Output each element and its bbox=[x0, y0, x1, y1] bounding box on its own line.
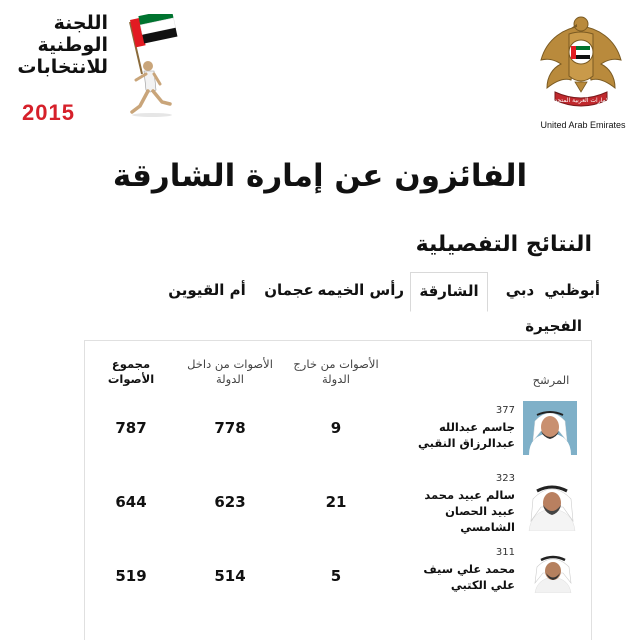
table-row bbox=[85, 399, 593, 469]
emblem-scroll-text: الإمارات العربية المتحدة bbox=[551, 97, 611, 104]
total-votes-value: 787 bbox=[115, 419, 147, 437]
votes-outside-value: 5 bbox=[330, 567, 342, 585]
results-table bbox=[84, 340, 592, 640]
candidate-number: 311 bbox=[495, 547, 515, 558]
votes-outside-value: 21 bbox=[325, 493, 347, 511]
candidate-photo bbox=[525, 477, 579, 531]
candidate-photo bbox=[523, 401, 577, 455]
header-candidate: المرشح bbox=[532, 373, 570, 387]
header-votes-inside: الأصوات من داخل الدولة bbox=[187, 357, 273, 386]
committee-logo-text bbox=[18, 12, 108, 78]
tab-sharjah[interactable]: الشارقة bbox=[410, 272, 488, 312]
candidate-photo bbox=[531, 549, 575, 593]
runner-with-flag-icon bbox=[110, 14, 180, 119]
uae-emblem-logo bbox=[535, 8, 627, 138]
logo-line-2: الوطنية bbox=[37, 34, 108, 56]
election-committee-logo bbox=[17, 12, 178, 125]
tab-abu-dhabi[interactable]: أبوظبي bbox=[544, 281, 600, 299]
tab-ras-al-khaimah[interactable]: رأس الخيمه bbox=[317, 281, 404, 299]
logo-year: 2015 bbox=[22, 100, 75, 125]
votes-inside-value: 778 bbox=[214, 419, 246, 437]
logo-line-1: اللجنة bbox=[53, 12, 108, 34]
total-votes-value: 519 bbox=[115, 567, 147, 585]
total-votes-value: 644 bbox=[115, 493, 147, 511]
page-title: الفائزون عن إمارة الشارقة bbox=[112, 158, 528, 194]
tab-umm-al-quwain[interactable]: أم القيوين bbox=[168, 281, 246, 299]
tab-ajman[interactable]: عجمان bbox=[264, 281, 314, 299]
candidate-number: 323 bbox=[495, 473, 515, 484]
votes-outside-value: 9 bbox=[330, 419, 342, 437]
candidate-name: سالم عبيد محمد عبيد الحصان الشامسي bbox=[424, 488, 515, 534]
tab-dubai[interactable]: دبي bbox=[505, 281, 535, 299]
header-total-votes: مجموع الأصوات bbox=[107, 357, 155, 386]
table-row bbox=[85, 547, 593, 617]
falcon-emblem-icon bbox=[535, 8, 627, 118]
candidate-name: محمد علي سيف علي الكتبي bbox=[423, 562, 515, 592]
tab-fujairah[interactable]: الفجيرة bbox=[525, 317, 582, 335]
emblem-caption: United Arab Emirates bbox=[540, 120, 626, 130]
logo-line-3: للانتخابات bbox=[17, 56, 108, 78]
candidate-number: 377 bbox=[495, 405, 515, 416]
emirate-tabs bbox=[140, 272, 600, 312]
header-votes-outside: الأصوات من خارج الدولة bbox=[293, 357, 379, 386]
table-row bbox=[85, 471, 593, 541]
candidate-name: جاسم عبدالله عبدالرزاق النقبي bbox=[417, 420, 515, 450]
section-title: النتائج التفصيلية bbox=[415, 232, 592, 257]
votes-inside-value: 514 bbox=[214, 567, 246, 585]
votes-inside-value: 623 bbox=[214, 493, 246, 511]
